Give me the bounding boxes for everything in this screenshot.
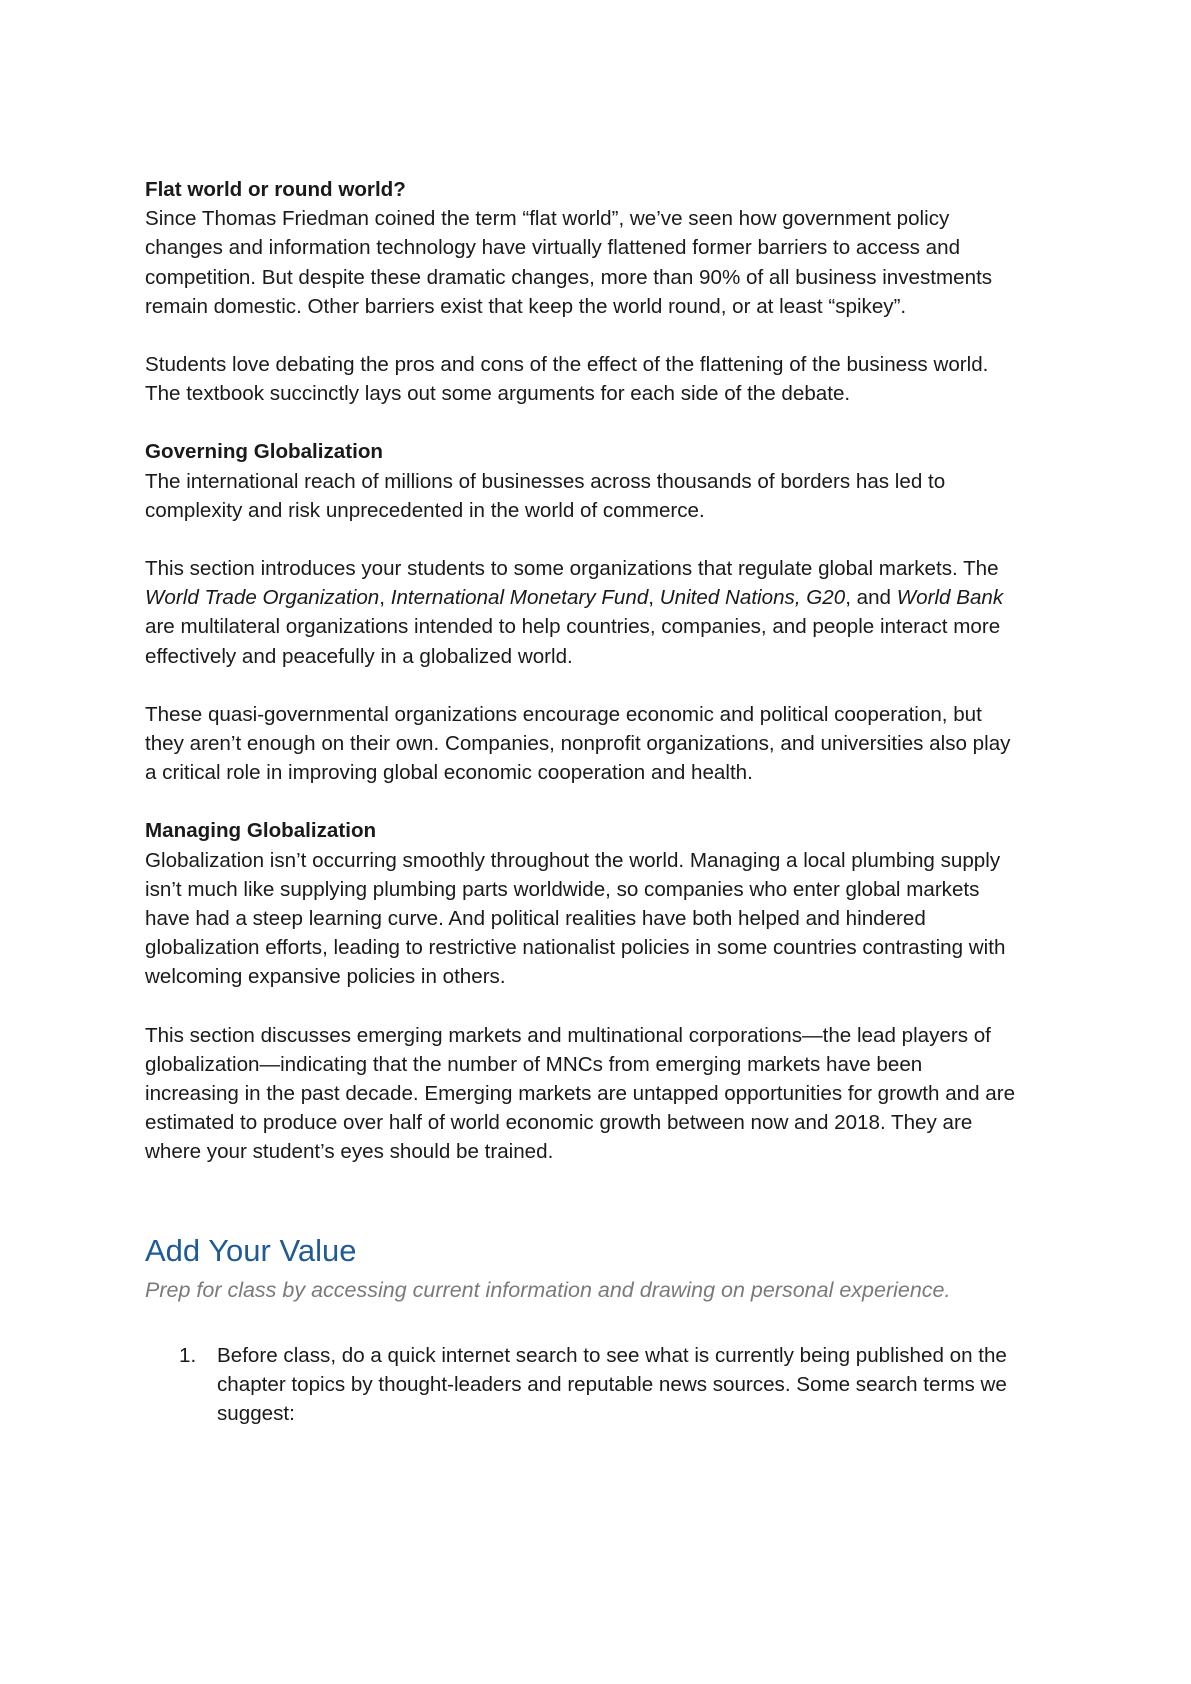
section-heading: Flat world or round world? bbox=[145, 178, 406, 201]
separator: , bbox=[648, 586, 660, 610]
text-line: Globalization isn’t occurring smoothly throughout the world. Managing a local plumbing supply bbox=[145, 848, 1001, 872]
text-line: chapter topics by thought-leaders and reputable news sources. Some search terms we bbox=[217, 1372, 1007, 1396]
text-line: complexity and risk unprecedented in the world of commerce. bbox=[145, 498, 705, 522]
text-line: The textbook succinctly lays out some arguments for each side of the debate. bbox=[145, 382, 851, 406]
paragraph bbox=[145, 1021, 1090, 1167]
text-line: globalization efforts, leading to restrictive nationalist policies in some countries contrasting with bbox=[145, 936, 1006, 960]
document-content bbox=[145, 175, 1090, 1428]
text-line: This section discusses emerging markets and multinational corporations—the lead players of bbox=[145, 1023, 991, 1047]
text-line: suggest: bbox=[217, 1402, 295, 1426]
org-name: World Trade Organization bbox=[145, 586, 380, 610]
text-line-organizations bbox=[145, 583, 1090, 612]
text-line: they aren’t enough on their own. Companies, nonprofit organizations, and universities also play bbox=[145, 732, 1011, 756]
text-line: isn’t much like supplying plumbing parts worldwide, so companies who enter global markets bbox=[145, 877, 980, 901]
separator: , bbox=[379, 586, 391, 610]
text-line: changes and information technology have virtually flattened former barriers to access and bbox=[145, 236, 961, 260]
numbered-list bbox=[145, 1341, 1090, 1429]
text-line: have had a steep learning curve. And political realities have both helped and hindered bbox=[145, 907, 926, 931]
separator: , and bbox=[845, 586, 897, 610]
paragraph bbox=[145, 350, 1090, 408]
list-item bbox=[145, 1341, 1090, 1429]
org-name: World Bank bbox=[896, 586, 1004, 610]
section-heading: Managing Globalization bbox=[145, 819, 377, 843]
add-your-value-subtitle: Prep for class by accessing current information and drawing on personal experience. bbox=[145, 1277, 951, 1302]
section-governing-globalization bbox=[145, 437, 1090, 787]
text-line: welcoming expansive policies in others. bbox=[145, 965, 506, 989]
org-name: United Nations, G20 bbox=[659, 586, 846, 610]
list-number: 1. bbox=[179, 1343, 197, 1367]
text-line: This section introduces your students to some organizations that regulate global markets. The bbox=[145, 557, 999, 581]
text-line: These quasi-governmental organizations encourage economic and political cooperation, but bbox=[145, 702, 982, 726]
text-line: Before class, do a quick internet search to see what is currently being published on the bbox=[217, 1343, 1007, 1367]
text-line: estimated to produce over half of world economic growth between now and 2018. They are bbox=[145, 1111, 973, 1135]
paragraph bbox=[145, 204, 1090, 321]
text-line: effectively and peacefully in a globalized world. bbox=[145, 644, 573, 668]
text-line: remain domestic. Other barriers exist that keep the world round, or at least “spikey”. bbox=[145, 294, 907, 318]
section-managing-globalization bbox=[145, 816, 1090, 1166]
org-name: International Monetary Fund bbox=[390, 586, 649, 610]
text-line: globalization—indicating that the number of MNCs from emerging markets have been bbox=[145, 1052, 923, 1076]
text-line: competition. But despite these dramatic changes, more than 90% of all business investments bbox=[145, 265, 993, 289]
paragraph bbox=[145, 700, 1090, 788]
text-line: Since Thomas Friedman coined the term “flat world”, we’ve seen how government policy bbox=[145, 207, 950, 231]
paragraph bbox=[145, 554, 1090, 671]
text-line: The international reach of millions of businesses across thousands of borders has led to bbox=[145, 469, 946, 493]
text-line: where your student’s eyes should be trained. bbox=[145, 1140, 554, 1164]
text-line: a critical role in improving global economic cooperation and health. bbox=[145, 761, 753, 785]
section-heading: Governing Globalization bbox=[145, 440, 383, 464]
paragraph bbox=[145, 846, 1090, 992]
text-line: Students love debating the pros and cons of the effect of the flattening of the business world. bbox=[145, 353, 989, 377]
text-line: increasing in the past decade. Emerging markets are untapped opportunities for growth and are bbox=[145, 1082, 1016, 1106]
paragraph bbox=[145, 467, 1090, 525]
text-line: are multilateral organizations intended to help countries, companies, and people interact more bbox=[145, 615, 1001, 639]
add-your-value-title: Add Your Value bbox=[145, 1232, 357, 1268]
section-flat-world bbox=[145, 175, 1090, 408]
